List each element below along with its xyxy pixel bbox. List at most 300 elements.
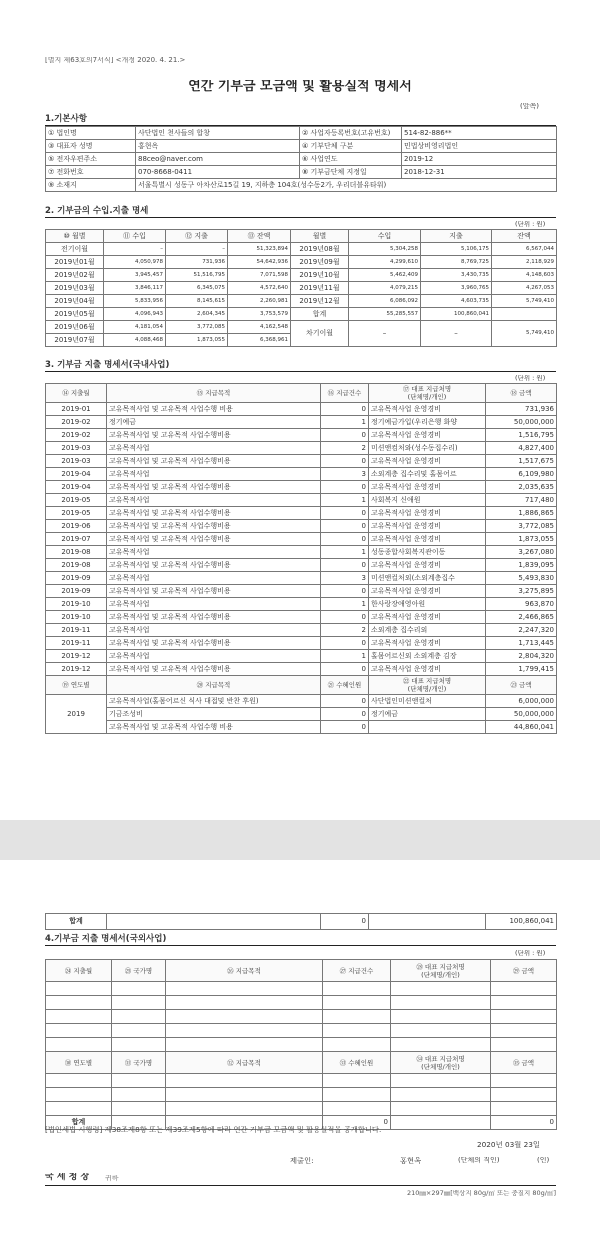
expense-purpose: 고유목적사업 및 고유목적 사업수행비용 <box>107 585 321 598</box>
field-label: ⑧ 기부금단체 지정일 <box>300 166 402 179</box>
amount-cell: 2,604,345 <box>166 308 228 321</box>
yearly-row <box>46 708 557 721</box>
expense-amount: 963,870 <box>486 598 557 611</box>
expense-count: 3 <box>321 572 369 585</box>
domestic-unit: (단위 : 원) <box>515 375 546 382</box>
expense-amount: 4,827,400 <box>486 442 557 455</box>
table-row <box>46 455 557 468</box>
domestic-total-table <box>45 913 557 930</box>
expense-purpose: 고유목적사업 <box>107 546 321 559</box>
expense-purpose: 고유목적사업 및 고유목적 사업수행비용 <box>107 611 321 624</box>
column-header: 수입 <box>349 230 421 243</box>
expense-count: 0 <box>321 455 369 468</box>
empty-cell <box>391 982 491 996</box>
empty-cell <box>391 1010 491 1024</box>
expense-recipient: 홀몸어르신외 소외계층 김장 <box>369 650 486 663</box>
expense-amount: 1,839,095 <box>486 559 557 572</box>
total-amount: 0 <box>491 1116 557 1130</box>
expense-amount: 1,873,055 <box>486 533 557 546</box>
empty-cell <box>166 1024 323 1038</box>
expense-count: 0 <box>321 429 369 442</box>
empty-cell <box>323 996 391 1010</box>
expense-count: 0 <box>321 637 369 650</box>
expense-amount: 1,516,795 <box>486 429 557 442</box>
empty-cell <box>112 1088 166 1102</box>
column-header: ㉔ 지출월 <box>46 960 112 982</box>
expense-purpose: 정기예금 <box>107 416 321 429</box>
amount-cell: 5,462,409 <box>349 269 421 282</box>
expense-purpose: 고유목적사업 및 고유목적 사업수행 비용 <box>107 403 321 416</box>
month-cell: 2019년02월 <box>46 269 104 282</box>
empty-cell <box>491 982 557 996</box>
income-row <box>46 256 557 269</box>
expense-month: 2019-01 <box>46 403 107 416</box>
seal-mark: (인) <box>537 1157 550 1164</box>
amount-cell: 5,749,410 <box>492 295 557 308</box>
month-cell: 2019년06월 <box>46 321 104 334</box>
amount-cell: 6,345,075 <box>166 282 228 295</box>
address-label: ⑨ 소재지 <box>46 179 136 192</box>
year-cell: 2019 <box>46 695 107 734</box>
expense-recipient: 고유목적사업 운영경비 <box>369 533 486 546</box>
empty-cell <box>391 996 491 1010</box>
amount-cell: 4,181,054 <box>104 321 166 334</box>
column-header: ㉗ 지급건수 <box>323 960 391 982</box>
expense-month: 2019-04 <box>46 468 107 481</box>
total-amount: 100,860,041 <box>486 914 557 930</box>
recipient-office: 국 세 청 장 <box>45 1173 90 1182</box>
expense-month: 2019-03 <box>46 442 107 455</box>
empty-cell <box>166 1010 323 1024</box>
amount-cell: 51,323,894 <box>228 243 291 256</box>
overseas-expense-table <box>45 959 557 1130</box>
expense-purpose: 고유목적사업 <box>107 572 321 585</box>
empty-cell <box>112 1102 166 1116</box>
expense-recipient: 정기예금가입(우리은행 화양 <box>369 416 486 429</box>
expense-purpose: 고유목적사업 및 고유목적 사업수행비용 <box>107 520 321 533</box>
submitter-name: 홍현옥 <box>400 1157 422 1165</box>
table-row <box>46 494 557 507</box>
empty-cell <box>46 1102 112 1116</box>
table-row <box>46 507 557 520</box>
yearly-amount: 6,000,000 <box>486 695 557 708</box>
expense-recipient: 고유목적사업 운영경비 <box>369 637 486 650</box>
expense-count: 0 <box>321 507 369 520</box>
expense-count: 0 <box>321 559 369 572</box>
carry-cell: – <box>421 321 492 347</box>
empty-cell <box>491 1038 557 1052</box>
expense-recipient: 성동종합사회복지관이동 <box>369 546 486 559</box>
document-title: 연간 기부금 모금액 및 활용실적 명세서 <box>188 80 412 93</box>
address-value: 서울특별시 성동구 아차산로15길 19, 지하층 104호(성수동2가, 우리더블유타워) <box>136 179 557 192</box>
month-cell: 2019년05월 <box>46 308 104 321</box>
empty-cell <box>391 1038 491 1052</box>
yearly-header-row <box>46 676 557 695</box>
expense-purpose: 고유목적사업 <box>107 468 321 481</box>
domestic-expense-table <box>45 383 557 734</box>
empty-cell <box>323 1024 391 1038</box>
month-cell: 전기이월 <box>46 243 104 256</box>
expense-purpose: 고유목적사업 <box>107 494 321 507</box>
empty-row <box>46 982 557 996</box>
amount-cell: 5,304,258 <box>349 243 421 256</box>
expense-amount: 3,772,085 <box>486 520 557 533</box>
amount-cell: 4,088,468 <box>104 334 166 347</box>
amount-cell: 4,079,215 <box>349 282 421 295</box>
empty-cell <box>112 996 166 1010</box>
empty-cell <box>391 1024 491 1038</box>
beneficiary-count: 0 <box>321 708 369 721</box>
field-label: ⑦ 전화번호 <box>46 166 136 179</box>
month-cell: 2019년10월 <box>291 269 349 282</box>
field-value: 홍현옥 <box>136 140 300 153</box>
amount-cell <box>492 308 557 321</box>
expense-amount: 2,804,320 <box>486 650 557 663</box>
empty-cell <box>46 1088 112 1102</box>
expense-amount: 6,109,980 <box>486 468 557 481</box>
amount-cell: 3,846,117 <box>104 282 166 295</box>
empty-row <box>46 1038 557 1052</box>
table-row <box>46 416 557 429</box>
month-cell: 2019년04월 <box>46 295 104 308</box>
expense-recipient: 미션앤컴처와(성수동집수리) <box>369 442 486 455</box>
column-header: ㉞ 대표 지급처명 (단체명/개인) <box>391 1052 491 1074</box>
expense-recipient: 사회복지 신애원 <box>369 494 486 507</box>
column-header: ㉒ 대표 지급처명 (단체명/개인) <box>369 676 486 695</box>
carry-cell: – <box>349 321 421 347</box>
column-header: ㉖ 지급목적 <box>166 960 323 982</box>
empty-cell <box>112 1010 166 1024</box>
expense-count: 0 <box>321 663 369 676</box>
column-header: ⑰ 대표 지급처명 (단체명/개인) <box>369 384 486 403</box>
column-header: ㉚ 연도별 <box>46 1052 112 1074</box>
expense-month: 2019-07 <box>46 533 107 546</box>
empty-cell <box>46 996 112 1010</box>
domestic-header-row <box>46 384 557 403</box>
expense-amount: 1,799,415 <box>486 663 557 676</box>
empty-cell <box>491 1074 557 1088</box>
expense-recipient: 고유목적사업 운영경비 <box>369 611 486 624</box>
expense-count: 0 <box>321 481 369 494</box>
expense-recipient: 고유목적사업 운영경비 <box>369 520 486 533</box>
field-value: 2019-12 <box>402 153 557 166</box>
basic-row <box>46 166 557 179</box>
total-purpose <box>107 914 321 930</box>
amount-cell: 6,368,961 <box>228 334 291 347</box>
beneficiary-count: 0 <box>321 721 369 734</box>
empty-cell <box>46 1010 112 1024</box>
field-label: ② 사업자등록번호(고유번호) <box>300 127 402 140</box>
yearly-recipient <box>369 721 486 734</box>
expense-recipient: 고유목적사업 운영경비 <box>369 481 486 494</box>
empty-row <box>46 1024 557 1038</box>
field-value: 2018-12-31 <box>402 166 557 179</box>
expense-recipient: 고유목적사업 운영경비 <box>369 455 486 468</box>
empty-cell <box>166 1038 323 1052</box>
amount-cell: 731,936 <box>166 256 228 269</box>
expense-count: 1 <box>321 650 369 663</box>
table-row <box>46 468 557 481</box>
total-label: 합계 <box>46 914 107 930</box>
month-cell: 2019년08월 <box>291 243 349 256</box>
empty-cell <box>112 1024 166 1038</box>
page-side-label: (앞쪽) <box>520 103 539 110</box>
empty-cell <box>391 1074 491 1088</box>
expense-month: 2019-03 <box>46 455 107 468</box>
expense-recipient: 소외계층 집수리및 홀몸어르 <box>369 468 486 481</box>
expense-count: 1 <box>321 494 369 507</box>
address-row <box>46 179 557 192</box>
expense-recipient: 고유목적사업 운영경비 <box>369 507 486 520</box>
expense-month: 2019-10 <box>46 611 107 624</box>
basic-section-title: 1.기본사항 <box>45 113 556 126</box>
empty-cell <box>112 1038 166 1052</box>
expense-purpose: 고유목적사업 <box>107 442 321 455</box>
column-header: ⑯ 지급건수 <box>321 384 369 403</box>
empty-cell <box>391 1102 491 1116</box>
yearly-amount: 50,000,000 <box>486 708 557 721</box>
carry-label: 차기이월 <box>291 321 349 347</box>
amount-cell: 51,516,795 <box>166 269 228 282</box>
empty-cell <box>46 982 112 996</box>
expense-month: 2019-02 <box>46 416 107 429</box>
total-recipient <box>369 914 486 930</box>
income-row <box>46 269 557 282</box>
expense-amount: 2,466,865 <box>486 611 557 624</box>
column-header: ⑪ 수입 <box>104 230 166 243</box>
amount-cell: 1,873,055 <box>166 334 228 347</box>
expense-amount: 1,517,675 <box>486 455 557 468</box>
amount-cell: 4,050,978 <box>104 256 166 269</box>
overseas-unit: (단위 : 원) <box>515 950 546 957</box>
month-cell: 2019년12월 <box>291 295 349 308</box>
empty-row <box>46 1088 557 1102</box>
form-page-2 <box>0 860 600 1234</box>
empty-row <box>46 996 557 1010</box>
overseas-yearly-header-row <box>46 1052 557 1074</box>
yearly-amount: 44,860,041 <box>486 721 557 734</box>
expense-count: 0 <box>321 520 369 533</box>
field-value: 사단법인 천사들의 합창 <box>136 127 300 140</box>
form-reference: [별지 제63호의7서식] <개정 2020. 4. 21.> <box>45 57 186 64</box>
field-label: ① 법인명 <box>46 127 136 140</box>
empty-cell <box>491 1088 557 1102</box>
income-row <box>46 282 557 295</box>
expense-purpose: 고유목적사업 및 고유목적 사업수행비용 <box>107 455 321 468</box>
month-cell: 2019년03월 <box>46 282 104 295</box>
table-row <box>46 611 557 624</box>
empty-cell <box>46 1024 112 1038</box>
table-row <box>46 520 557 533</box>
expense-purpose: 고유목적사업 <box>107 598 321 611</box>
basic-row <box>46 140 557 153</box>
table-row <box>46 429 557 442</box>
column-header: ⑩ 월별 <box>46 230 104 243</box>
income-row <box>46 243 557 256</box>
yearly-row <box>46 721 557 734</box>
empty-cell <box>391 1088 491 1102</box>
yearly-recipient: 정기예금 <box>369 708 486 721</box>
column-header: ⑳ 지급목적 <box>107 676 321 695</box>
empty-cell <box>166 1088 323 1102</box>
column-header: ㉛ 국가명 <box>112 1052 166 1074</box>
empty-cell <box>166 996 323 1010</box>
amount-cell: 4,148,603 <box>492 269 557 282</box>
column-header: ⑮ 지급목적 <box>107 384 321 403</box>
expense-count: 0 <box>321 403 369 416</box>
expense-count: 2 <box>321 442 369 455</box>
table-row <box>46 663 557 676</box>
amount-cell: 8,145,615 <box>166 295 228 308</box>
expense-amount: 3,267,080 <box>486 546 557 559</box>
column-header: ㉕ 국가명 <box>112 960 166 982</box>
yearly-purpose: 고유목적사업(홀몸어르신 식사 대접및 반찬 후원) <box>107 695 321 708</box>
amount-cell: 6,086,092 <box>349 295 421 308</box>
amount-cell: 4,162,548 <box>228 321 291 334</box>
empty-cell <box>46 1074 112 1088</box>
empty-row <box>46 1010 557 1024</box>
expense-count: 3 <box>321 468 369 481</box>
empty-row <box>46 1074 557 1088</box>
bottom-rule <box>45 1185 556 1186</box>
table-row <box>46 533 557 546</box>
income-row <box>46 321 557 334</box>
table-row <box>46 442 557 455</box>
field-value: 88ceo@naver.com <box>136 153 300 166</box>
income-section-title: 2. 기부금의 수입.지출 명세 <box>45 205 556 218</box>
field-value: 514-82-886** <box>402 127 557 140</box>
expense-count: 1 <box>321 598 369 611</box>
expense-amount: 731,936 <box>486 403 557 416</box>
income-unit: (단위 : 원) <box>515 221 546 228</box>
column-header: ㉝ 수혜인원 <box>323 1052 391 1074</box>
yearly-row <box>46 695 557 708</box>
expense-recipient: 고유목적사업 운영경비 <box>369 403 486 416</box>
table-row <box>46 403 557 416</box>
empty-cell <box>166 1074 323 1088</box>
submitter-role: (단체의 직인) <box>458 1157 500 1164</box>
expense-recipient: 고유목적사업 운영경비 <box>369 559 486 572</box>
column-header: ㉑ 수혜인원 <box>321 676 369 695</box>
expense-month: 2019-05 <box>46 507 107 520</box>
field-value: 민법상비영리법인 <box>402 140 557 153</box>
expense-count: 0 <box>321 611 369 624</box>
expense-month: 2019-06 <box>46 520 107 533</box>
amount-cell: 5,833,956 <box>104 295 166 308</box>
expense-recipient: 미션앤컬처외(소외계층집수 <box>369 572 486 585</box>
expense-month: 2019-05 <box>46 494 107 507</box>
table-row <box>46 572 557 585</box>
expense-count: 2 <box>321 624 369 637</box>
expense-month: 2019-09 <box>46 572 107 585</box>
column-header: ㉘ 대표 지급처명 (단체명/개인) <box>391 960 491 982</box>
empty-cell <box>166 1102 323 1116</box>
expense-recipient: 소외계층 집수리외 <box>369 624 486 637</box>
field-label: ③ 대표자 성명 <box>46 140 136 153</box>
empty-cell <box>323 1088 391 1102</box>
field-label: ⑥ 사업연도 <box>300 153 402 166</box>
expense-month: 2019-08 <box>46 546 107 559</box>
expense-recipient: 한사랑장애영아원 <box>369 598 486 611</box>
expense-month: 2019-12 <box>46 650 107 663</box>
table-row <box>46 598 557 611</box>
empty-cell <box>323 1074 391 1088</box>
income-row <box>46 295 557 308</box>
income-expense-table <box>45 229 557 347</box>
expense-amount: 1,886,865 <box>486 507 557 520</box>
expense-count: 1 <box>321 416 369 429</box>
column-header: ⑬ 잔액 <box>228 230 291 243</box>
empty-cell <box>323 1010 391 1024</box>
column-header: ⑱ 금액 <box>486 384 557 403</box>
amount-cell: 4,572,640 <box>228 282 291 295</box>
overseas-section-title: 4.기부금 지출 명세서(국외사업) <box>45 933 556 946</box>
expense-amount: 717,480 <box>486 494 557 507</box>
amount-cell: – <box>104 243 166 256</box>
basic-info-table <box>45 126 557 192</box>
yearly-purpose: 고유목적사업 및 고유목적 사업수행 비용 <box>107 721 321 734</box>
table-row <box>46 650 557 663</box>
empty-cell <box>112 982 166 996</box>
expense-purpose: 고유목적사업 및 고유목적 사업수행비용 <box>107 533 321 546</box>
month-cell: 2019년09월 <box>291 256 349 269</box>
empty-cell <box>323 982 391 996</box>
expense-purpose: 고유목적사업 및 고유목적 사업수행비용 <box>107 507 321 520</box>
column-header: 잔액 <box>492 230 557 243</box>
expense-purpose: 고유목적사업 및 고유목적 사업수행비용 <box>107 481 321 494</box>
expense-recipient: 고유목적사업 운영경비 <box>369 585 486 598</box>
beneficiary-count: 0 <box>321 695 369 708</box>
table-row <box>46 546 557 559</box>
expense-month: 2019-08 <box>46 559 107 572</box>
domestic-section-title: 3. 기부금 지출 명세서(국내사업) <box>45 359 556 372</box>
legal-notice: [법인세법 시행령] 제38조제8항 또는 제39조제5항에 따라 연간 기부금 모금액 및 활용실적을 공개합니다. <box>45 1126 382 1134</box>
expense-month: 2019-10 <box>46 598 107 611</box>
column-header: 지출 <box>421 230 492 243</box>
expense-month: 2019-04 <box>46 481 107 494</box>
amount-cell: 4,096,943 <box>104 308 166 321</box>
carry-balance: 5,749,410 <box>492 321 557 347</box>
empty-cell <box>491 1024 557 1038</box>
income-header-row <box>46 230 557 243</box>
expense-month: 2019-09 <box>46 585 107 598</box>
empty-cell <box>491 1010 557 1024</box>
table-row <box>46 559 557 572</box>
empty-cell <box>112 1074 166 1088</box>
expense-count: 0 <box>321 585 369 598</box>
empty-cell <box>491 1102 557 1116</box>
expense-amount: 1,713,445 <box>486 637 557 650</box>
expense-amount: 3,275,895 <box>486 585 557 598</box>
column-header: ㉟ 금액 <box>491 1052 557 1074</box>
expense-month: 2019-11 <box>46 624 107 637</box>
paper-spec: 210㎜×297㎜[백상지 80g/㎡ 또는 중질지 80g/㎡] <box>406 1190 556 1197</box>
expense-count: 0 <box>321 533 369 546</box>
page-gap <box>0 820 600 860</box>
amount-cell: 2,260,981 <box>228 295 291 308</box>
table-row <box>46 481 557 494</box>
expense-month: 2019-02 <box>46 429 107 442</box>
amount-cell: 3,960,765 <box>421 282 492 295</box>
basic-row <box>46 153 557 166</box>
column-header: ⑫ 지출 <box>166 230 228 243</box>
column-header: 월별 <box>291 230 349 243</box>
amount-cell: – <box>166 243 228 256</box>
yearly-recipient: 사단법인미션앤컬처 <box>369 695 486 708</box>
overseas-header-row <box>46 960 557 982</box>
empty-row <box>46 1102 557 1116</box>
field-label: ⑤ 전자우편주소 <box>46 153 136 166</box>
